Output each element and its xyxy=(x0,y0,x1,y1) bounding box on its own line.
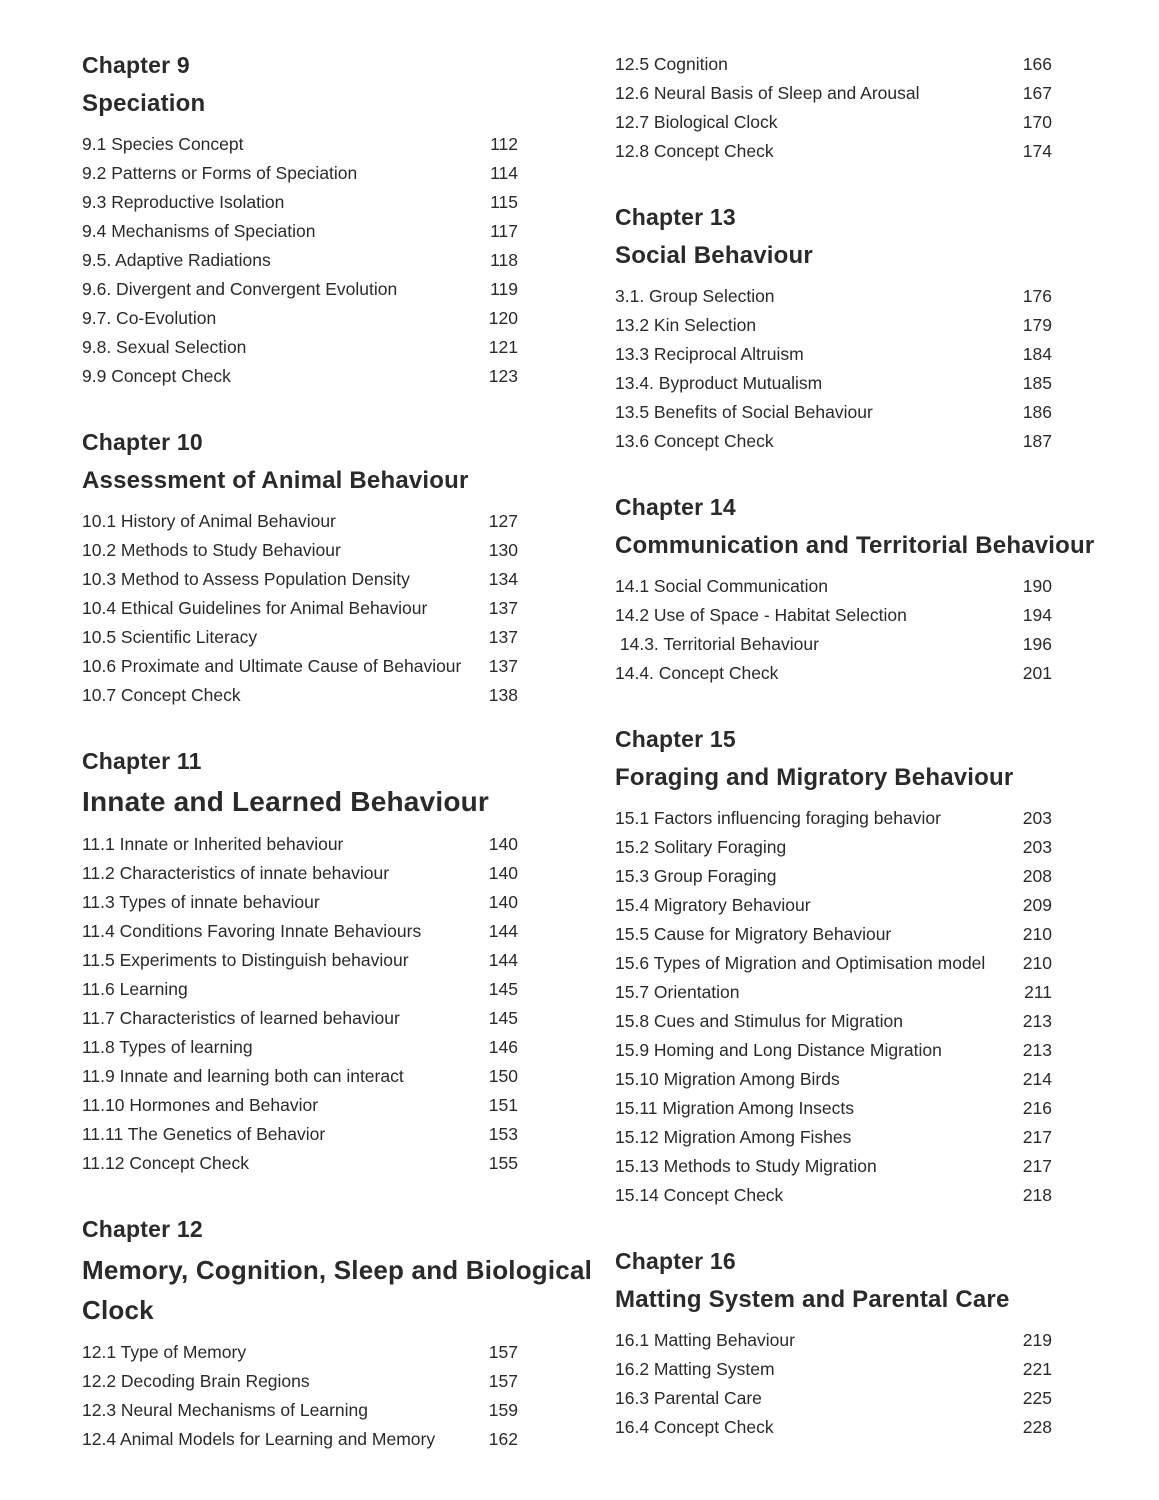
chapter-title: Innate and Learned Behaviour xyxy=(82,786,490,817)
toc-entry xyxy=(82,1149,518,1178)
toc-entry xyxy=(615,1384,1052,1413)
toc-entry-title: 14.4. Concept Check xyxy=(615,663,779,683)
toc-entry-title: 11.10 Hormones and Behavior xyxy=(82,1095,319,1115)
toc-entry-page-number: 155 xyxy=(488,1153,518,1173)
toc-entry xyxy=(82,1004,518,1033)
toc-entry-title: 10.1 History of Animal Behaviour xyxy=(82,511,336,531)
toc-entry xyxy=(82,859,518,888)
toc-entry-title: 15.13 Methods to Study Migration xyxy=(615,1156,877,1176)
toc-entry-page-number: 213 xyxy=(1022,1011,1052,1031)
toc-entry-title: 10.7 Concept Check xyxy=(82,685,241,705)
toc-entry-page-number: 150 xyxy=(488,1066,518,1086)
toc-entry-page-number: 208 xyxy=(1022,866,1052,886)
toc-entry-page-number: 159 xyxy=(488,1400,518,1420)
toc-entry xyxy=(82,536,518,565)
toc-entry-page-number: 117 xyxy=(490,221,518,241)
toc-entry-title: 9.9 Concept Check xyxy=(82,366,231,386)
toc-entry-title: 12.5 Cognition xyxy=(615,54,728,74)
toc-entry-title: 14.1 Social Communication xyxy=(615,576,829,596)
chapter-title: Clock xyxy=(82,1295,154,1325)
toc-entry-title: 16.1 Matting Behaviour xyxy=(615,1330,795,1350)
toc-entry-page-number: 123 xyxy=(488,366,518,386)
toc-entry-title: 10.5 Scientific Literacy xyxy=(82,627,258,647)
toc-entry-title: 13.5 Benefits of Social Behaviour xyxy=(615,402,873,422)
toc-entry xyxy=(82,1338,518,1367)
toc-entry-title: 15.11 Migration Among Insects xyxy=(615,1098,854,1118)
toc-entry-page-number: 228 xyxy=(1022,1417,1052,1437)
toc-entry-title: 13.3 Reciprocal Altruism xyxy=(615,344,804,364)
toc-entry-page-number: 221 xyxy=(1022,1359,1052,1379)
toc-entry-title: 11.8 Types of learning xyxy=(82,1037,253,1057)
chapter-title-block xyxy=(82,463,518,499)
toc-entry-page-number: 137 xyxy=(488,598,518,618)
toc-entry-page-number: 174 xyxy=(1022,141,1052,161)
toc-entry-title: 14.3. Territorial Behaviour xyxy=(615,634,819,654)
toc-entry-page-number: 194 xyxy=(1022,605,1052,625)
toc-entry xyxy=(82,652,518,681)
toc-entry-title: 15.14 Concept Check xyxy=(615,1185,784,1205)
toc-entry xyxy=(82,246,518,275)
toc-entry-title: 11.12 Concept Check xyxy=(82,1153,250,1173)
toc-entry-page-number: 176 xyxy=(1022,286,1052,306)
chapter-title: Communication and Territorial Behaviour xyxy=(615,532,1095,559)
toc-entry xyxy=(615,311,1052,340)
toc-entry xyxy=(615,659,1052,688)
toc-entry-title: 11.3 Types of innate behaviour xyxy=(82,892,320,912)
chapter-label: Chapter 13 xyxy=(615,204,736,230)
toc-entry-page-number: 214 xyxy=(1022,1069,1052,1089)
chapter-label: Chapter 15 xyxy=(615,726,736,752)
toc-entry-page-number: 210 xyxy=(1022,953,1052,973)
chapter-title: Matting System and Parental Care xyxy=(615,1286,1010,1313)
toc-entry xyxy=(82,130,518,159)
toc-entry xyxy=(82,1062,518,1091)
toc-entry xyxy=(615,1326,1052,1355)
toc-entry-page-number: 140 xyxy=(488,892,518,912)
toc-section xyxy=(615,724,1052,1210)
toc-entry-page-number: 217 xyxy=(1022,1156,1052,1176)
chapter-title-block xyxy=(82,1250,593,1330)
toc-entry-title: 15.2 Solitary Foraging xyxy=(615,837,787,857)
toc-entry-title: 15.8 Cues and Stimulus for Migration xyxy=(615,1011,903,1031)
toc-entry xyxy=(82,1091,518,1120)
toc-entry xyxy=(615,1007,1052,1036)
toc-entry-page-number: 213 xyxy=(1022,1040,1052,1060)
toc-entry xyxy=(82,830,518,859)
toc-entry xyxy=(82,888,518,917)
toc-entry-title: 11.1 Innate or Inherited behaviour xyxy=(82,834,344,854)
toc-entry-title: 14.2 Use of Space - Habitat Selection xyxy=(615,605,907,625)
toc-entry xyxy=(82,1367,518,1396)
toc-entry xyxy=(615,1065,1052,1094)
toc-entry-title: 12.6 Neural Basis of Sleep and Arousal xyxy=(615,83,920,103)
toc-entry-title: 9.4 Mechanisms of Speciation xyxy=(82,221,316,241)
toc-column-left xyxy=(82,50,593,1454)
toc-entry xyxy=(82,1120,518,1149)
toc-entry xyxy=(82,304,518,333)
toc-entry-title: 9.1 Species Concept xyxy=(82,134,244,154)
toc-entry-title: 3.1. Group Selection xyxy=(615,286,775,306)
toc-entry xyxy=(82,975,518,1004)
toc-entry-title: 11.7 Characteristics of learned behaviour xyxy=(82,1008,400,1028)
chapter-title-block xyxy=(615,238,1052,274)
toc-entry xyxy=(82,623,518,652)
toc-entry xyxy=(82,565,518,594)
toc-entry-title: 15.4 Migratory Behaviour xyxy=(615,895,811,915)
toc-entry-page-number: 137 xyxy=(488,656,518,676)
toc-entry-title: 12.8 Concept Check xyxy=(615,141,774,161)
toc-entry-page-number: 170 xyxy=(1022,112,1052,132)
toc-section xyxy=(615,202,1052,456)
toc-entry-title: 16.4 Concept Check xyxy=(615,1417,774,1437)
toc-entry xyxy=(615,1094,1052,1123)
toc-entry xyxy=(82,275,518,304)
toc-entry-page-number: 157 xyxy=(488,1342,518,1362)
toc-entry-title: 15.7 Orientation xyxy=(615,982,740,1002)
toc-entry-page-number: 225 xyxy=(1022,1388,1052,1408)
toc-entry-page-number: 201 xyxy=(1022,663,1052,683)
toc-entry xyxy=(615,978,1052,1007)
toc-entry xyxy=(615,369,1052,398)
toc-entry-title: 9.6. Divergent and Convergent Evolution xyxy=(82,279,398,299)
chapter-title-block xyxy=(615,1282,1052,1318)
toc-entry-page-number: 115 xyxy=(490,192,518,212)
toc-entry-title: 15.3 Group Foraging xyxy=(615,866,777,886)
toc-entry-page-number: 145 xyxy=(488,979,518,999)
toc-entry-page-number: 153 xyxy=(488,1124,518,1144)
toc-entry-title: 10.3 Method to Assess Population Density xyxy=(82,569,410,589)
toc-entry xyxy=(615,1036,1052,1065)
toc-entry-page-number: 185 xyxy=(1022,373,1052,393)
toc-entry xyxy=(615,1355,1052,1384)
toc-entry-page-number: 162 xyxy=(488,1429,518,1449)
chapter-title-block xyxy=(615,760,1052,796)
toc-entry-page-number: 217 xyxy=(1022,1127,1052,1147)
toc-entry xyxy=(615,137,1052,166)
toc-entry-page-number: 211 xyxy=(1024,982,1052,1002)
toc-section xyxy=(82,50,518,391)
chapter-label: Chapter 9 xyxy=(82,52,190,78)
toc-entry-page-number: 196 xyxy=(1022,634,1052,654)
toc-entry-title: 11.5 Experiments to Distinguish behaviour xyxy=(82,950,409,970)
toc-section xyxy=(615,492,1095,688)
toc-entry xyxy=(82,946,518,975)
toc-entry-page-number: 219 xyxy=(1022,1330,1052,1350)
chapter-label: Chapter 12 xyxy=(82,1216,203,1242)
toc-entry xyxy=(82,1396,518,1425)
toc-entry xyxy=(615,920,1052,949)
toc-entry xyxy=(615,340,1052,369)
toc-section xyxy=(82,427,518,710)
chapter-title-block xyxy=(82,86,518,122)
toc-entry-page-number: 112 xyxy=(490,134,518,154)
toc-entry-title: 11.9 Innate and learning both can interact xyxy=(82,1066,404,1086)
toc-entry-page-number: 203 xyxy=(1022,837,1052,857)
toc-entry xyxy=(82,159,518,188)
toc-entry-page-number: 166 xyxy=(1022,54,1052,74)
toc-entry-title: 11.2 Characteristics of innate behaviour xyxy=(82,863,390,883)
toc-entry xyxy=(615,804,1052,833)
toc-column-right xyxy=(615,50,1095,1442)
toc-entry xyxy=(615,427,1052,456)
toc-entry-page-number: 138 xyxy=(488,685,518,705)
chapter-title: Foraging and Migratory Behaviour xyxy=(615,764,1014,791)
toc-entry-page-number: 120 xyxy=(488,308,518,328)
toc-entry-page-number: 118 xyxy=(490,250,518,270)
toc-entry-page-number: 130 xyxy=(488,540,518,560)
toc-entry xyxy=(82,1425,518,1454)
toc-entry xyxy=(615,862,1052,891)
chapter-label: Chapter 10 xyxy=(82,429,203,455)
toc-entry-title: 9.7. Co-Evolution xyxy=(82,308,217,328)
toc-entry-page-number: 210 xyxy=(1022,924,1052,944)
toc-entry-title: 13.2 Kin Selection xyxy=(615,315,757,335)
toc-entry xyxy=(615,833,1052,862)
toc-entry xyxy=(82,362,518,391)
toc-section xyxy=(615,50,1052,166)
toc-entry-title: 10.6 Proximate and Ultimate Cause of Behaviour xyxy=(82,656,462,676)
chapter-label: Chapter 16 xyxy=(615,1248,736,1274)
toc-entry xyxy=(82,333,518,362)
toc-entry xyxy=(82,681,518,710)
toc-entry-title: 12.2 Decoding Brain Regions xyxy=(82,1371,310,1391)
toc-entry xyxy=(615,79,1052,108)
toc-entry-page-number: 167 xyxy=(1022,83,1052,103)
toc-entry-title: 9.2 Patterns or Forms of Speciation xyxy=(82,163,358,183)
toc-section xyxy=(82,746,518,1178)
toc-entry-title: 15.6 Types of Migration and Optimisation model xyxy=(615,953,986,973)
chapter-label: Chapter 14 xyxy=(615,494,736,520)
toc-entry-page-number: 187 xyxy=(1022,431,1052,451)
toc-entry-page-number: 179 xyxy=(1022,315,1052,335)
toc-entry-title: 15.1 Factors influencing foraging behavior xyxy=(615,808,941,828)
toc-entry xyxy=(615,891,1052,920)
toc-entry-title: 10.2 Methods to Study Behaviour xyxy=(82,540,341,560)
toc-entry-page-number: 137 xyxy=(488,627,518,647)
toc-entry xyxy=(615,630,1052,659)
toc-entry-title: 11.6 Learning xyxy=(82,979,188,999)
toc-entry xyxy=(615,1152,1052,1181)
toc-entry-page-number: 218 xyxy=(1022,1185,1052,1205)
toc-entry-title: 15.12 Migration Among Fishes xyxy=(615,1127,852,1147)
chapter-title-block xyxy=(615,528,1095,564)
toc-entry-title: 15.10 Migration Among Birds xyxy=(615,1069,840,1089)
toc-entry-page-number: 190 xyxy=(1022,576,1052,596)
toc-entry xyxy=(615,572,1052,601)
toc-entry xyxy=(82,188,518,217)
toc-entry-title: 10.4 Ethical Guidelines for Animal Behaviour xyxy=(82,598,428,618)
toc-entry-title: 12.1 Type of Memory xyxy=(82,1342,247,1362)
chapter-label: Chapter 11 xyxy=(82,748,202,774)
chapter-title: Memory, Cognition, Sleep and Biological xyxy=(82,1255,593,1285)
toc-section xyxy=(615,1246,1052,1442)
toc-entry-page-number: 146 xyxy=(488,1037,518,1057)
chapter-title-block xyxy=(82,782,518,822)
toc-entry-title: 11.11 The Genetics of Behavior xyxy=(82,1124,326,1144)
toc-entry xyxy=(82,917,518,946)
toc-entry-title: 9.3 Reproductive Isolation xyxy=(82,192,285,212)
toc-entry-title: 16.2 Matting System xyxy=(615,1359,775,1379)
toc-entry-page-number: 144 xyxy=(488,950,518,970)
toc-entry-page-number: 140 xyxy=(488,863,518,883)
toc-entry-page-number: 121 xyxy=(488,337,518,357)
toc-entry xyxy=(615,1413,1052,1442)
toc-entry xyxy=(82,507,518,536)
toc-entry-page-number: 184 xyxy=(1022,344,1052,364)
chapter-title: Social Behaviour xyxy=(615,242,813,269)
chapter-title: Speciation xyxy=(82,90,206,117)
toc-entry-page-number: 134 xyxy=(488,569,518,589)
toc-entry xyxy=(615,398,1052,427)
toc-entry-page-number: 145 xyxy=(488,1008,518,1028)
toc-entry-title: 12.7 Biological Clock xyxy=(615,112,778,132)
toc-entry-title: 15.5 Cause for Migratory Behaviour xyxy=(615,924,892,944)
toc-entry-page-number: 144 xyxy=(488,921,518,941)
chapter-title: Assessment of Animal Behaviour xyxy=(82,467,469,494)
toc-entry-title: 12.3 Neural Mechanisms of Learning xyxy=(82,1400,368,1420)
toc-entry-page-number: 127 xyxy=(488,511,518,531)
toc-entry xyxy=(615,949,1052,978)
toc-entry xyxy=(615,1123,1052,1152)
toc-entry-page-number: 157 xyxy=(488,1371,518,1391)
toc-entry-page-number: 151 xyxy=(488,1095,518,1115)
toc-entry xyxy=(82,217,518,246)
toc-entry-title: 13.6 Concept Check xyxy=(615,431,774,451)
toc-entry-title: 13.4. Byproduct Mutualism xyxy=(615,373,823,393)
toc-entry-title: 11.4 Conditions Favoring Innate Behaviours xyxy=(82,921,422,941)
toc-entry xyxy=(82,594,518,623)
toc-entry-page-number: 114 xyxy=(490,163,518,183)
toc-entry xyxy=(615,282,1052,311)
toc-entry-title: 15.9 Homing and Long Distance Migration xyxy=(615,1040,942,1060)
toc-entry-title: 12.4 Animal Models for Learning and Memory xyxy=(82,1429,436,1449)
toc-entry xyxy=(615,108,1052,137)
toc-entry xyxy=(615,1181,1052,1210)
toc-entry-title: 9.5. Adaptive Radiations xyxy=(82,250,271,270)
toc-entry-page-number: 216 xyxy=(1022,1098,1052,1118)
toc-entry xyxy=(615,601,1052,630)
toc-entry-page-number: 203 xyxy=(1022,808,1052,828)
toc-entry xyxy=(615,50,1052,79)
toc-entry-page-number: 140 xyxy=(488,834,518,854)
toc-section xyxy=(82,1214,593,1454)
toc-entry-title: 9.8. Sexual Selection xyxy=(82,337,247,357)
toc-entry-page-number: 119 xyxy=(490,279,518,299)
toc-entry-page-number: 186 xyxy=(1022,402,1052,422)
toc-entry xyxy=(82,1033,518,1062)
toc-entry-title: 16.3 Parental Care xyxy=(615,1388,762,1408)
toc-entry-page-number: 209 xyxy=(1022,895,1052,915)
